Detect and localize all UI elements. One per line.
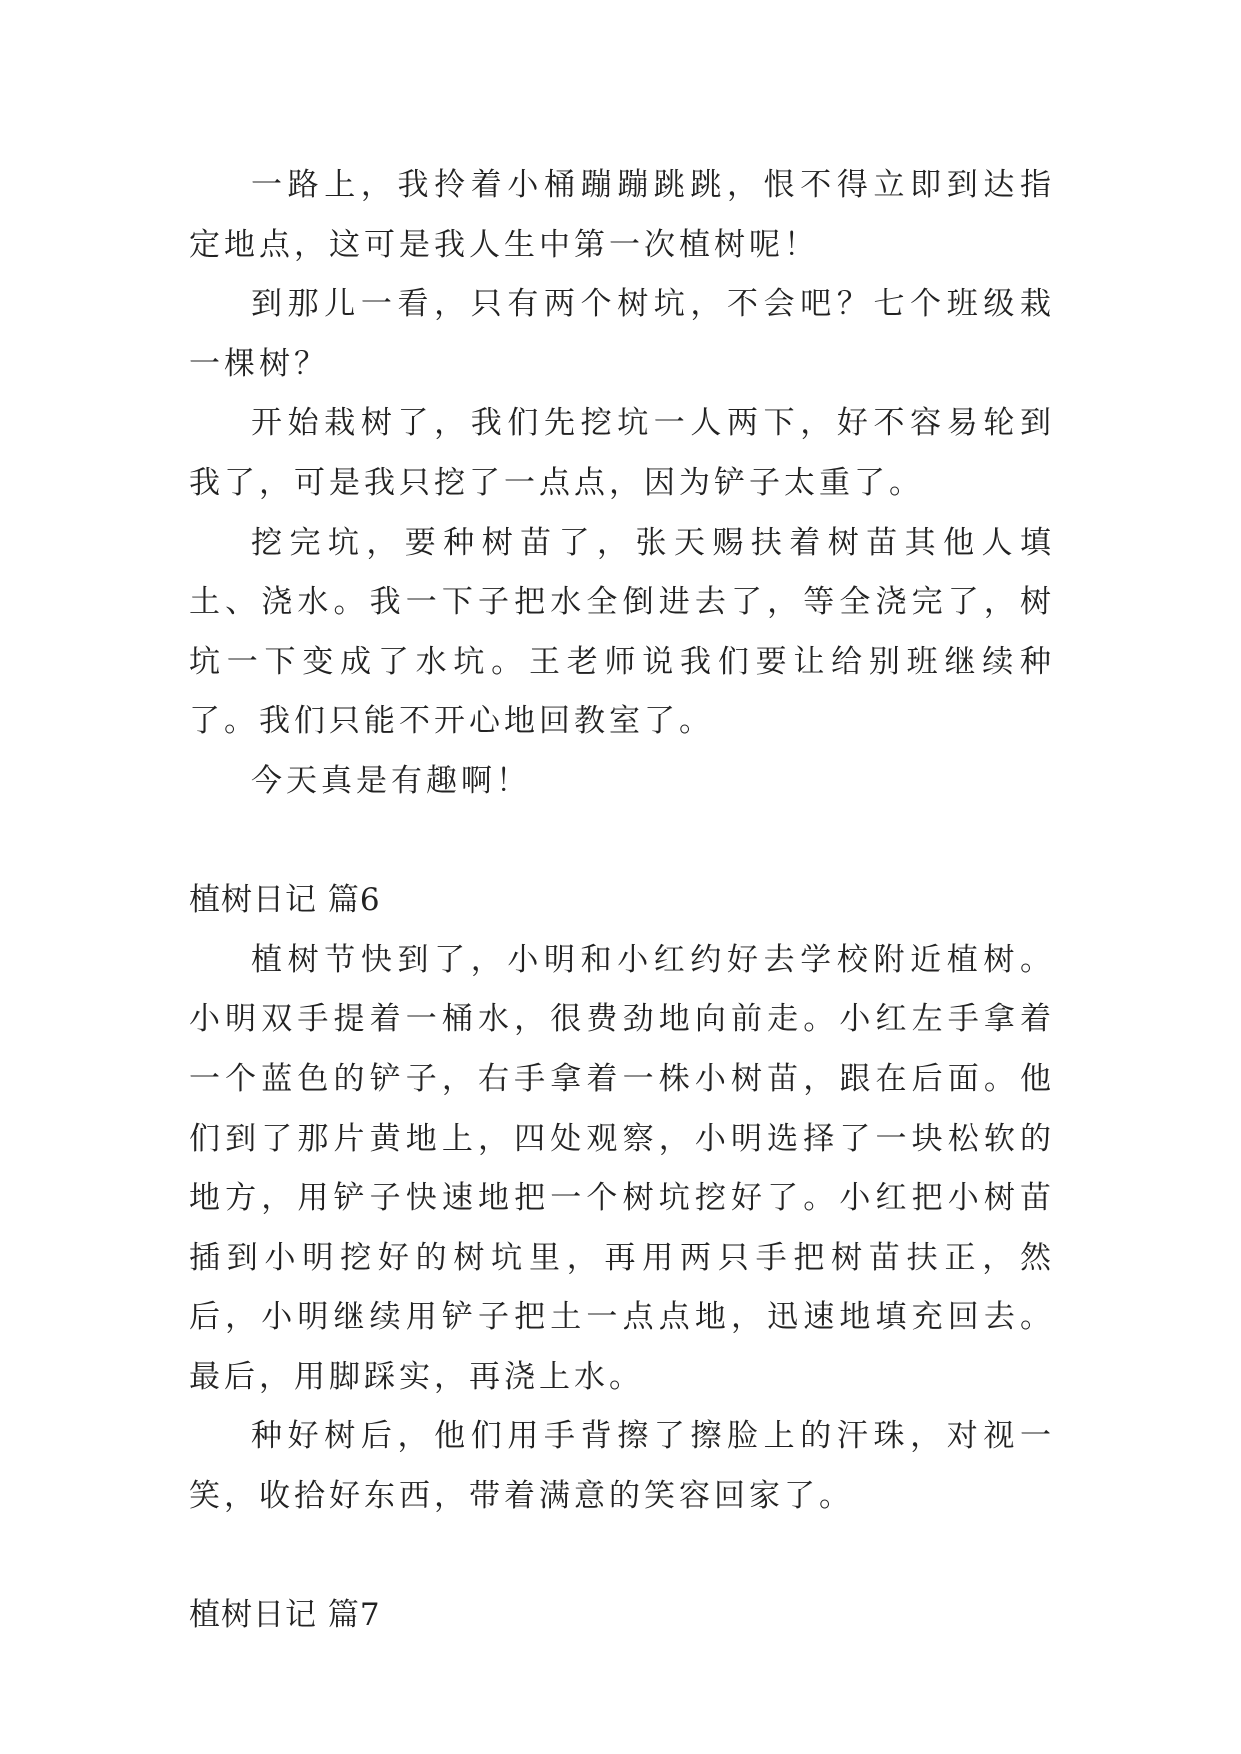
section-heading-7: 植树日记 篇7 <box>189 1597 381 1634</box>
document-body <box>189 156 1055 1646</box>
paragraph: 一路上，我拎着小桶蹦蹦跳跳，恨不得立即到达指定地点，这可是我人生中第一次植树呢！ <box>189 167 1055 263</box>
paragraph: 今天真是有趣啊！ <box>251 762 531 799</box>
paragraph: 植树节快到了，小明和小红约好去学校附近植树。小明双手提着一桶水，很费劲地向前走。小红左手拿着一个蓝色的铲子，右手拿着一株小树苗，跟在后面。他们到了那片黄地上，四处观察，小明选择了一块松软的地方，用铲子快速地把一个树坑挖好了。小红把小树苗插到小明挖好的树坑里，再用两只手把树苗扶正，然后，小明继续用铲子把土一点点地，迅速地填充回去。最后，用脚踩实，再浇上水。 <box>189 941 1055 1395</box>
paragraph: 种好树后，他们用手背擦了擦脸上的汗珠，对视一笑，收拾好东西，带着满意的笑容回家了。 <box>189 1418 1055 1515</box>
paragraph: 挖完坑，要种树苗了，张天赐扶着树苗其他人填土、浇水。我一下子把水全倒进去了，等全浇完了，树坑一下变成了水坑。王老师说我们要让给别班继续种了。我们只能不开心地回教室了。 <box>189 524 1055 740</box>
section-heading-6: 植树日记 篇6 <box>189 882 381 919</box>
paragraph: 到那儿一看，只有两个树坑，不会吧？七个班级栽一棵树？ <box>189 286 1055 382</box>
section-gap <box>189 812 1055 872</box>
section-gap <box>189 1527 1055 1587</box>
paragraph: 开始栽树了，我们先挖坑一人两下，好不容易轮到我了，可是我只挖了一点点，因为铲子太重了。 <box>189 405 1055 501</box>
